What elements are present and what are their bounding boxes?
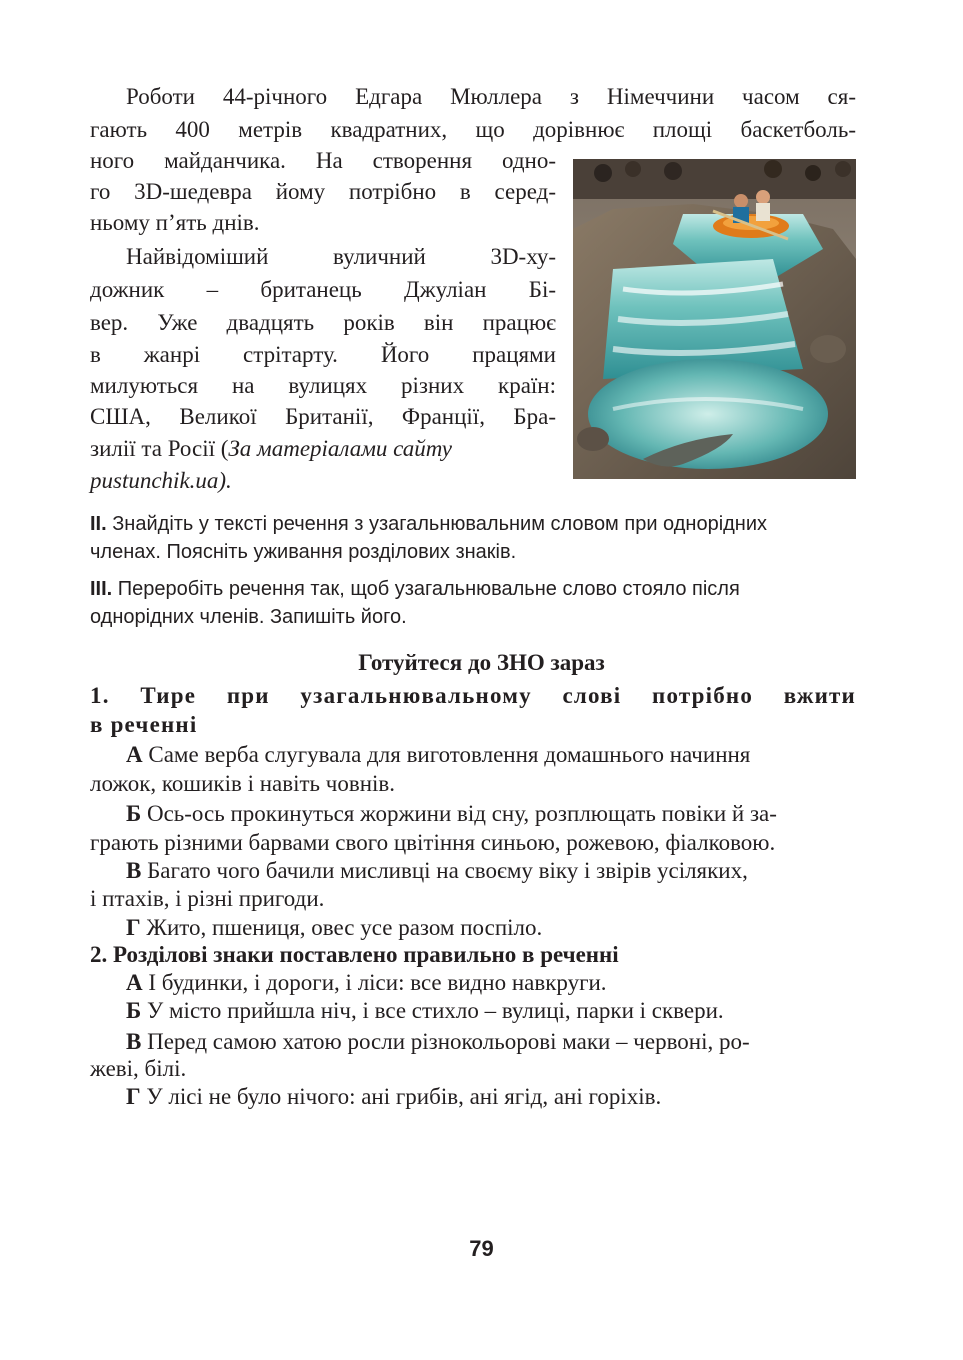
q1-option-b-line2: грають різними барвами свого цвітіння синьою, рожевою, фіалковою. <box>90 830 776 855</box>
task-2-line2: членах. Поясніть уживання розділових знаків. <box>90 541 517 563</box>
article-p2-line6: США, Великої Британії, Франції, Бра- <box>90 404 556 429</box>
q2-option-c-line2: жеві, білі. <box>90 1056 187 1081</box>
q1-option-b-text: Ось-ось прокинуться жоржини від сну, розплющать повіки й за- <box>141 801 777 826</box>
question-2-title: 2. Розділові знаки поставлено правильно в реченні <box>90 942 619 967</box>
q1-option-a-line2: ложок, кошиків і навіть човнів. <box>90 771 396 796</box>
q1-option-c-line1 <box>126 856 748 886</box>
task-3-line2: однорідних членів. Запишіть його. <box>90 606 407 628</box>
q2-option-d-text: У лісі не було нічого: ані грибів, ані ягід, ані горіхів. <box>140 1084 662 1109</box>
q2-option-b-letter: Б <box>126 998 142 1023</box>
q2-option-b-line1 <box>126 996 724 1026</box>
q2-option-a-line1 <box>126 968 607 998</box>
q2-option-c-text: Перед самою хатою росли різнокольорові маки – червоні, ро- <box>141 1029 750 1054</box>
task-2-line1 <box>90 510 767 538</box>
q2-option-d-letter: Г <box>126 1084 141 1109</box>
article-p1-line5: ньому п’ять днів. <box>90 210 260 235</box>
q1-option-a-text: Саме верба слугувала для виготовлення домашнього начиння <box>142 742 751 767</box>
article-p1-line2: гають 400 метрів квадратних, що дорівнює площі баскетболь- <box>90 117 856 142</box>
question-1-title-line2: в реченні <box>90 712 198 737</box>
q1-option-a-letter: А <box>126 742 143 767</box>
q2-option-c-letter: В <box>126 1029 142 1054</box>
source-citation: За матеріалами сайту <box>228 436 453 461</box>
section-heading: Готуйтеся до ЗНО зараз <box>358 650 605 675</box>
article-p1-line1: Роботи 44-річного Едгара Мюллера з Німеччини часом ся- <box>126 84 856 109</box>
q1-option-b-letter: Б <box>126 801 142 826</box>
article-p2-line7 <box>90 434 452 464</box>
article-p2-line1: Найвідоміший вуличний 3D-ху- <box>126 244 556 269</box>
q1-option-d-text: Жито, пшениця, овес усе разом поспіло. <box>140 915 543 940</box>
q1-option-c-letter: В <box>126 858 142 883</box>
q1-option-a-line1 <box>126 740 750 770</box>
street-art-photo <box>573 159 856 479</box>
source-website: pustunchik.ua). <box>90 468 232 493</box>
article-p1-line3: ного майданчика. На створення одно- <box>90 148 556 173</box>
question-1-title-line1: 1. Тире при узагальнювальному слові потрібно вжити <box>90 683 856 708</box>
task-3-number: III. <box>90 578 113 600</box>
q1-option-d-letter: Г <box>126 915 141 940</box>
article-p2-line4: в жанрі стрітарту. Його працями <box>90 342 556 367</box>
task-3-line1 <box>90 575 740 603</box>
page-number: 79 <box>469 1236 494 1261</box>
q2-option-b-text: У місто прийшла ніч, і все стихло – вулиці, парки і сквери. <box>141 998 724 1023</box>
q2-option-c-line1 <box>126 1027 750 1057</box>
q2-option-a-text: І будинки, і дороги, і ліси: все видно навкруги. <box>142 970 607 995</box>
article-p2-line3: вер. Уже двадцять років він працює <box>90 310 556 335</box>
task-2-text: Знайдіть у тексті речення з узагальнювальним словом при однорідних <box>106 513 768 535</box>
article-p2-line7-text: зилії та Росії ( <box>90 436 229 461</box>
article-p2-line5: милуються на вулицях різних країн: <box>90 373 556 398</box>
task-2-number: II. <box>90 513 107 535</box>
article-p1-line4: го 3D-шедевра йому потрібно в серед- <box>90 179 556 204</box>
q2-option-d-line1 <box>126 1082 661 1112</box>
q1-option-c-line2: і птахів, і різні пригоди. <box>90 886 325 911</box>
article-p2-line2: дожник – британець Джуліан Бі- <box>90 277 556 302</box>
q1-option-d-line1 <box>126 913 542 943</box>
q1-option-c-text: Багато чого бачили мисливці на своєму віку і звірів усіляких, <box>141 858 748 883</box>
q2-option-a-letter: А <box>126 970 143 995</box>
q1-option-b-line1 <box>126 799 777 829</box>
task-3-text: Переробіть речення так, щоб узагальнювальне слово стояло після <box>112 578 740 600</box>
